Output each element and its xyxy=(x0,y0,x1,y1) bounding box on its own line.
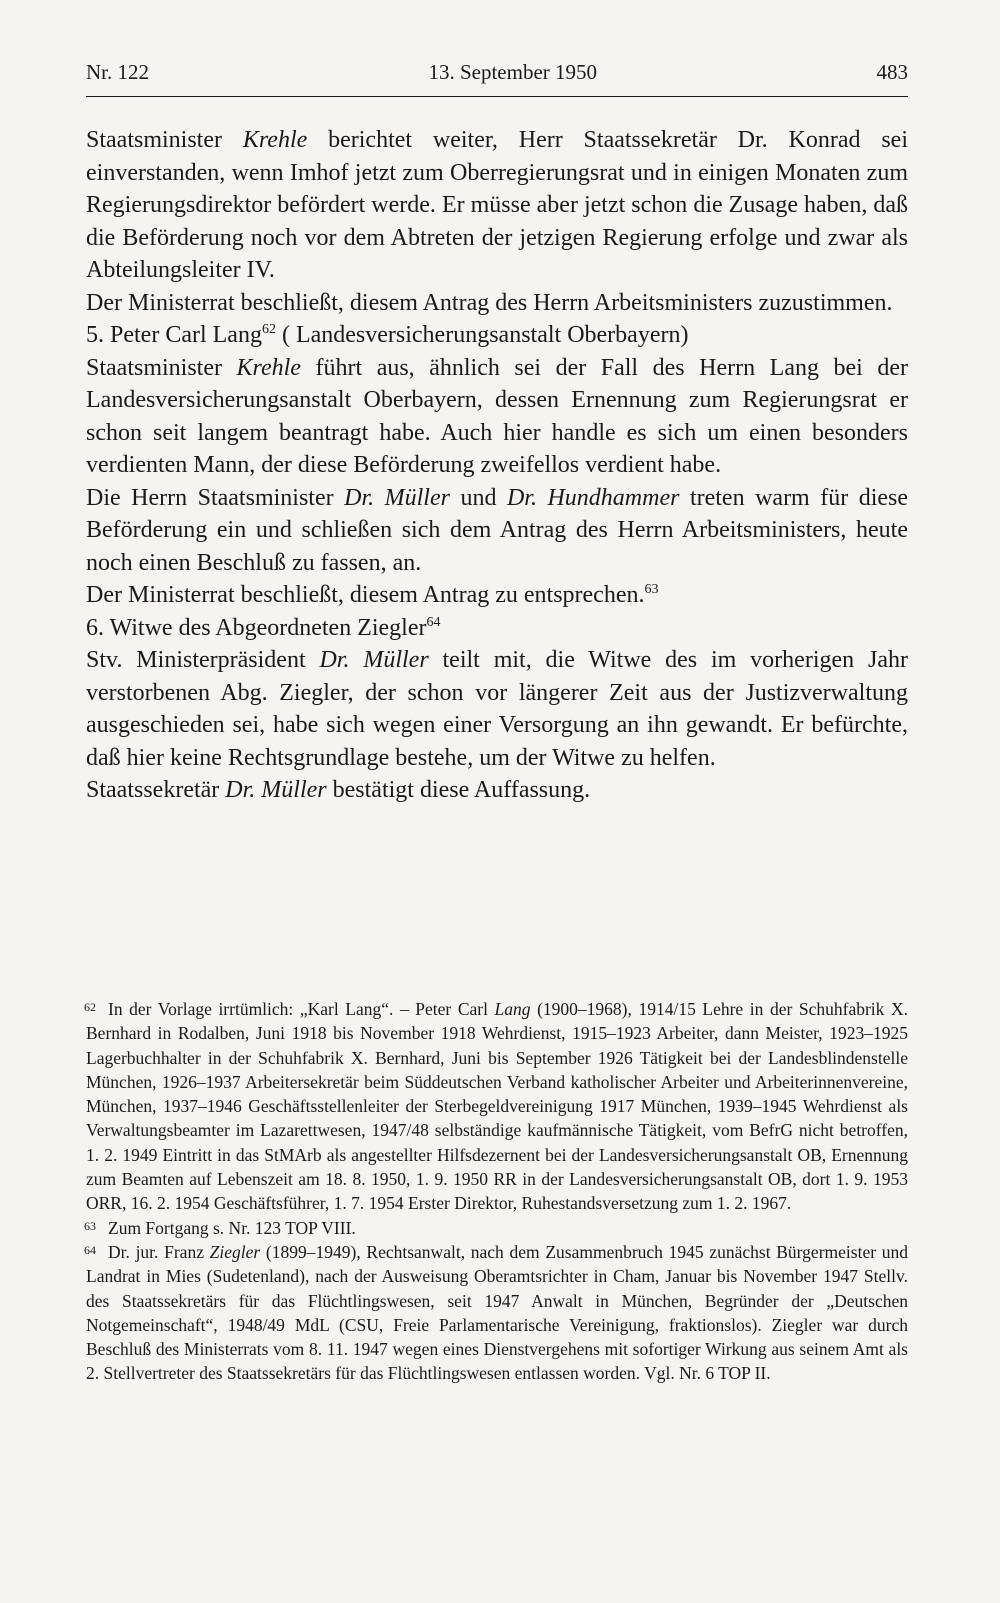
paragraph-1: Staatsminister Krehle berichtet weiter, Herr Staatssekretär Dr. Konrad sei einverstanden, wenn Imhof jetzt zum Oberregierungsrat und in einigen Monaten zum Regierungsdirektor befördert werde. Er müsse aber jetzt schon die Zusage haben, daß die Beförderung noch vor dem Abtreten der jetzigen Regierung erfolge und zwar als Abteilungsleiter IV. xyxy=(86,127,908,283)
agenda-item-6: 6. Witwe des Abgeordneten Ziegler$^{64}$ xyxy=(86,614,441,641)
footnote-number: 63 xyxy=(84,1218,96,1233)
paragraph-6: Der Ministerrat beschließt, diesem Antrag zu entsprechen.$^{63}$ xyxy=(86,582,659,608)
paragraph-8: Stv. Ministerpräsident Dr. Müller teilt mit, die Witwe des im vorherigen Jahr verstorbenen Abg. Ziegler, der schon vor längerer Zeit aus der Justizverwaltung ausgeschieden sei, habe sich wegen einer Versorgung an ihn gewandt. Er befürchte, daß hier keine Rechtsgrundlage bestehe, um der Witwe zu helfen. xyxy=(86,647,908,771)
speaker-name: Krehle xyxy=(236,354,301,381)
paragraph-2: Der Ministerrat beschließt, diesem Antrag des Herrn Arbeitsministers zuzustimmen. xyxy=(86,289,893,316)
footnote-62: 62 In der Vorlage irrtümlich: „Karl Lang“. – Peter Carl Lang (1900–1968), 1914/15 Lehre in der Schuhfabrik X. Bernhard in Rodalben, Juni 1918 bis November 1918 Wehrdienst, 1915–1923 Arbeiter, dann Meister, 1923–1925 Lagerbuchhalter in der Schuhfabrik X. Bernhard, Juni bis September 1926 Tätigkeit bei der Landesblindenstelle München, 1926–1937 Arbeitersekretär beim Süddeutschen Verband katholischer Arbeiter und Arbeiterinnenvereine, München, 1937–1946 Geschäftsstellenleiter der Sterbegeldvereinigung 1917 München, 1939–1945 Wehrdienst als Verwaltungsbeamter im Lazarettwesen, 1947/48 selbständige kaufmännische Tätigkeit, vom BefrG nicht betroffen, 1. 2. 1949 Eintritt in das StMArb als angestellter Hilfsdezernent bei der Landesversicherungsanstalt OB, Ernennung zum Beamten auf Lebenszeit am 18. 8. 1950, 1. 9. 1950 RR in der Landesversicherungsanstalt OB, dort 1. 9. 1953 ORR, 16. 2. 1954 Geschäftsführer, 1. 7. 1954 Erster Direktor, Ruhestandsversetzung zum 1. 2. 1967. xyxy=(86,997,908,1216)
footnote-number: 64 xyxy=(84,1242,96,1257)
page-number: 483 xyxy=(876,60,908,84)
footnote-ref-63[interactable]: 63 xyxy=(644,582,659,597)
body-text xyxy=(86,124,908,807)
footnotes xyxy=(86,997,908,1386)
speaker-name: Krehle xyxy=(242,127,308,153)
footnote-ref-62[interactable]: 62 xyxy=(261,322,276,337)
speaker-name: Dr. Müller xyxy=(344,484,450,511)
footnote-63: 63 Zum Fortgang s. Nr. 123 TOP VIII. xyxy=(86,1216,908,1240)
paragraph-4: Staatsminister Krehle führt aus, ähnlich sei der Fall des Herrn Lang bei der Landesversicherungsanstalt Oberbayern, dessen Ernennung zum Regierungsrat er schon seit langem beantragt habe. Auch hier handle es sich um einen besonders verdienten Mann, der diese Beförderung zweifellos verdient habe. xyxy=(86,354,909,478)
speaker-name: Dr. Müller xyxy=(319,647,429,673)
paragraph-9: Staatssekretär Dr. Müller bestätigt diese Auffassung. xyxy=(86,777,591,803)
header-date: 13. September 1950 xyxy=(428,60,598,84)
agenda-item-5: 5. Peter Carl Lang$^{62}$ ( Landesversicherungsanstalt Oberbayern) xyxy=(86,322,689,348)
paragraph-5: Die Herrn Staatsminister Dr. Müller und Dr. Hundhammer treten warm für diese Beförderung ein und schließen sich dem Antrag des Herrn Arbeitsministers, heute noch einen Beschluß zu fassen, an. xyxy=(86,484,909,576)
footnote-ref-64[interactable]: 64 xyxy=(426,614,441,630)
footnote-64: 64 Dr. jur. Franz Ziegler (1899–1949), Rechtsanwalt, nach dem Zusammenbruch 1945 zunächst Bürgermeister und Landrat in Mies (Sudetenland), nach der Ausweisung Oberamtsrichter in Cham, Januar bis November 1947 Stellv. des Staatssekretärs für das Flüchtlingswesen, seit 1947 Anwalt in München, Begründer der „Deutschen Notgemeinschaft“, 1948/49 MdL (CSU, Freie Parlamentarische Vereinigung, fraktionslos). Ziegler war durch Beschluß des Ministerrats vom 8. 11. 1947 wegen eines Dienstvergehens mit sofortiger Wirkung aus seinem Amt als 2. Stellvertreter des Staatssekretärs für das Flüchtlingswesen entlassen worden. Vgl. Nr. 6 TOP II. xyxy=(86,1240,908,1386)
document-number: Nr. 122 xyxy=(86,60,149,84)
speaker-name: Dr. Hundhammer xyxy=(506,484,680,511)
footnote-number: 62 xyxy=(84,1000,96,1014)
header-rule xyxy=(86,96,908,97)
running-header xyxy=(86,60,908,85)
speaker-name: Dr. Müller xyxy=(225,777,327,803)
